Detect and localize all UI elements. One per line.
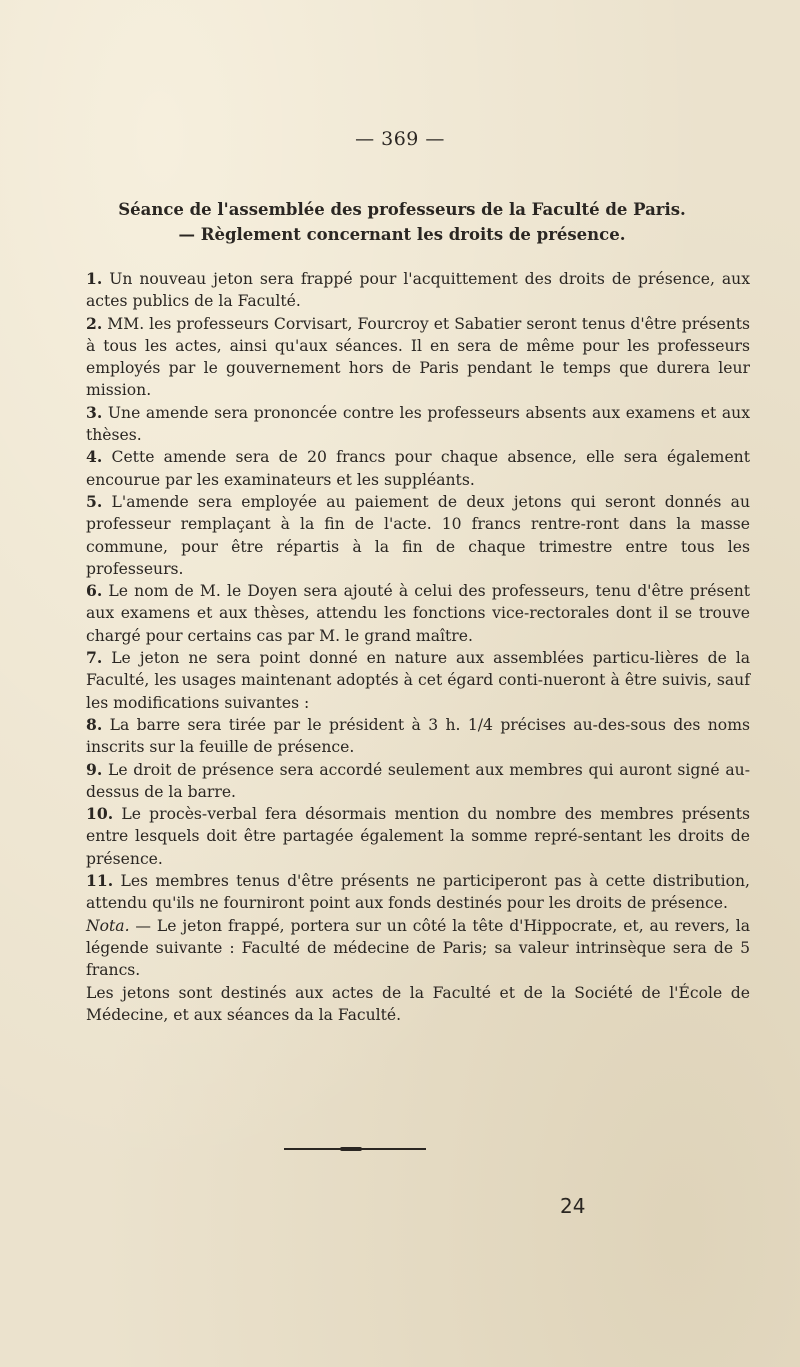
article-text: MM. les professeurs Corvisart, Fourcroy et Sabatier seront tenus d'être présents à tous les actes, ainsi qu'aux séances. Il en sera de même pour les professeurs employés par le gouvernement hors de Paris pendant le temps que durera leur mission. [86,314,750,400]
article-8 [62,714,750,759]
article-text: Les membres tenus d'être présents ne participeront pas à cette distribution, attendu qu'ils ne fourniront point aux fonds destinés pour les droits de présence. [86,872,750,913]
article-number: 7. [86,648,103,668]
article-number: 11. [86,871,114,891]
article-number: 4. [86,447,103,467]
article-number: 2. [86,313,103,333]
signature-mark: 24 [560,1194,586,1218]
article-text: Le droit de présence sera accordé seulement aux membres qui auront signé au-dessus de la barre. [86,760,750,801]
article-number: 6. [86,581,103,601]
article-1 [62,268,750,313]
article-text: La barre sera tirée par le président à 3 h. 1/4 précises au-des-sous des noms inscrits sur la feuille de présence. [86,715,750,757]
article-text: Le procès-verbal fera désormais mention du nombre des membres présents entre lesquels doit être partagée également la somme repré-sentant les droits de présence. [86,805,750,868]
article-4 [62,446,750,491]
article-6 [62,580,750,647]
document-title [62,197,742,247]
article-number: 3. [86,402,103,422]
article-2 [62,313,750,402]
article-text: Cette amende sera de 20 francs pour chaque absence, elle sera également encourue par les examinateurs et les suppléants. [86,448,750,489]
closing-paragraph: Les jetons sont destinés aux actes de la Faculté et de la Société de l'École de Médecine, et aux séances da la Faculté. [86,983,750,1024]
document-body [62,268,750,1026]
article-3 [62,402,750,447]
article-11 [62,870,750,915]
article-number: 1. [86,269,103,288]
title-line-1: Séance de l'assemblée des professeurs de la Faculté de Paris. [118,200,686,219]
article-number: 8. [86,714,103,734]
article-text: L'amende sera employée au paiement de deux jetons qui seront donnés au professeur remplaçant à la fin de l'acte. 10 francs rentre-ront dans la masse commune, pour être répartis à la fin de chaque trimestre entre tous les professeurs. [86,492,750,578]
nota-paragraph [62,915,750,982]
page-number: — 369 — [355,128,445,150]
article-number: 5. [86,491,103,511]
article-text: Le nom de M. le Doyen sera ajouté à celui des professeurs, tenu d'être présent aux examens et aux thèses, attendu les fonctions vice-rectorales dont il se trouve chargé pour certains cas par M. le grand maître. [86,582,750,645]
article-10 [62,803,750,870]
article-text: Le jeton ne sera point donné en nature aux assemblées particu-lières de la Faculté, les usages maintenant adoptés à cet égard conti-nueront à être suivis, sauf les modifications suivantes : [86,649,750,712]
article-7 [62,647,750,714]
nota-text: — Le jeton frappé, portera sur un côté la tête d'Hippocrate, et, au revers, la légende suivante : Faculté de médecine de Paris; sa valeur intrinsèque sera de 5 francs. [86,916,750,980]
article-text: Une amende sera prononcée contre les professeurs absents aux examens et aux thèses. [86,403,750,445]
article-number: 9. [86,759,103,779]
article-number: 10. [86,804,114,824]
title-line-2: — Règlement concernant les droits de présence. [178,225,626,244]
article-5 [62,491,750,580]
nota-label: Nota. [86,916,130,935]
end-rule-divider [284,1148,426,1150]
article-9 [62,759,750,804]
article-text: Un nouveau jeton sera frappé pour l'acquittement des droits de présence, aux actes publics de la Faculté. [86,270,750,311]
